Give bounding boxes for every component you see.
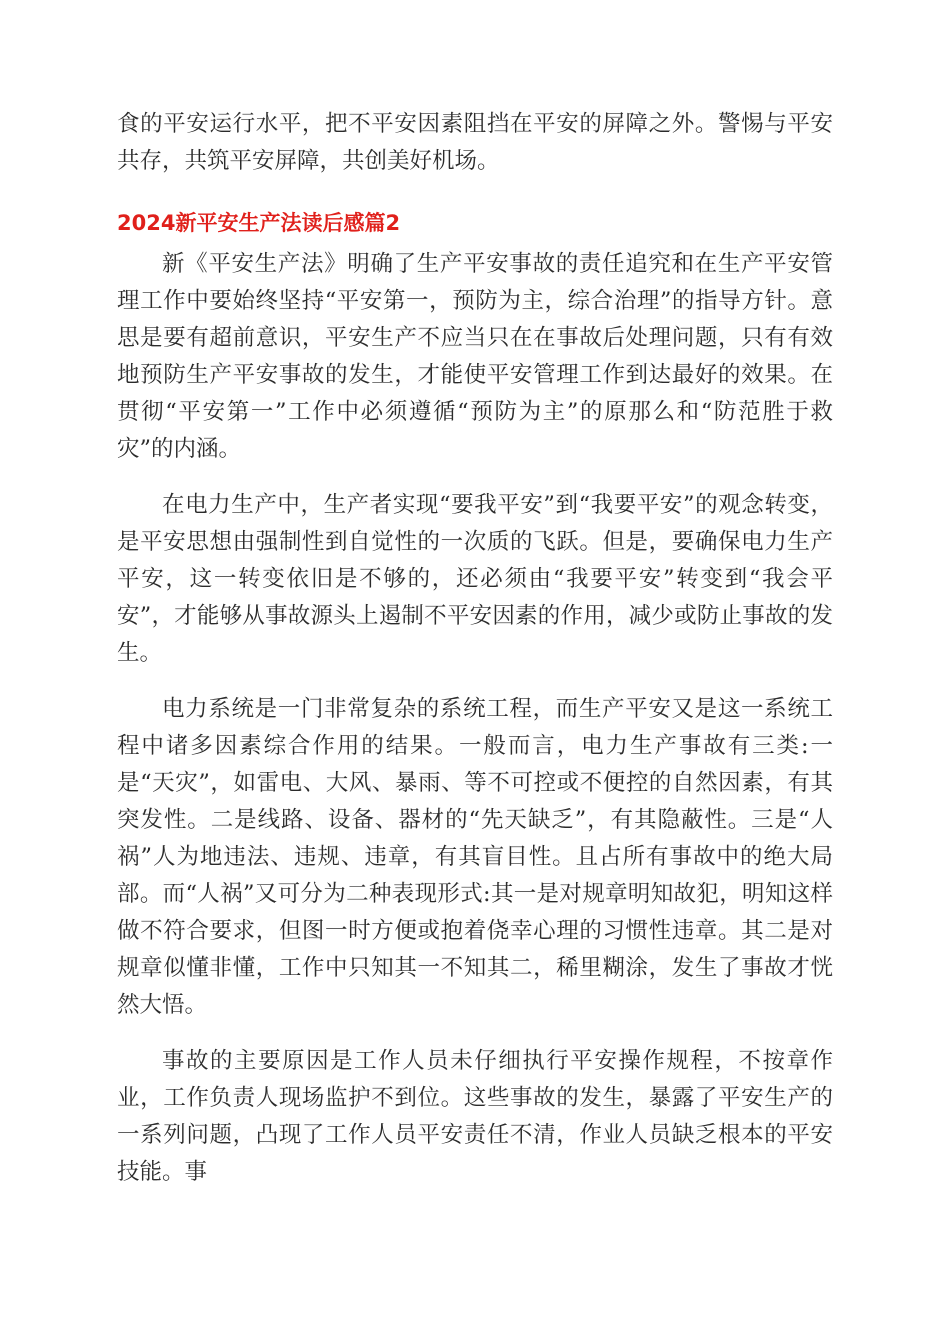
document-page [117,106,833,1191]
body-paragraph-4: 事故的主要原因是工作人员未仔细执行平安操作规程，不按章作业，工作负责人现场监护不到位。这些事故的发生，暴露了平安生产的一系列问题，凸现了工作人员平安责任不清，作业人员缺乏根本的平安技能。事 [117,1048,833,1185]
body-paragraph-2: 在电力生产中，生产者实现“要我平安”到“我要平安”的观念转变，是平安思想由强制性到自觉性的一次质的飞跃。但是，要确保电力生产平安，这一转变依旧是不够的，还必须由“我要平安”转变到“我会平安”，才能够从事故源头上遏制不平安因素的作用，减少或防止事故的发生。 [117,492,833,666]
body-paragraph-3: 电力系统是一门非常复杂的系统工程，而生产平安又是这一系统工程中诸多因素综合作用的结果。一般而言，电力生产事故有三类:一是“天灾”，如雷电、大风、暴雨、等不可控或不便控的自然因素，有其突发性。二是线路、设备、器材的“先天缺乏”，有其隐蔽性。三是“人祸”人为地违法、违规、违章，有其盲目性。且占所有事故中的绝大局部。而“人祸”又可分为二种表现形式:其一是对规章明知故犯，明知这样做不符合要求，但图一时方便或抱着侥幸心理的习惯性违章。其二是对规章似懂非懂，工作中只知其一不知其二，稀里糊涂，发生了事故才恍然大悟。 [117,696,833,1018]
continuation-paragraph: 食的平安运行水平，把不平安因素阻挡在平安的屏障之外。警惕与平安共存，共筑平安屏障，共创美好机场。 [117,111,833,174]
paragraph-gap [117,672,833,691]
body-paragraph-1: 新《平安生产法》明确了生产平安事故的责任追究和在生产平安管理工作中要始终坚持“平安第一，预防为主，综合治理”的指导方针。意思是要有超前意识，平安生产不应当只在在事故后处理问题，只有有效地预防生产平安事故的发生，才能使平安管理工作到达最好的效果。在贯彻“平安第一”工作中必须遵循“预防为主”的原那么和“防范胜于救灾”的内涵。 [117,251,833,462]
section-heading: 2024新平安生产法读后感篇2 [117,211,401,235]
paragraph-gap [117,1024,833,1043]
paragraph-gap [117,468,833,487]
